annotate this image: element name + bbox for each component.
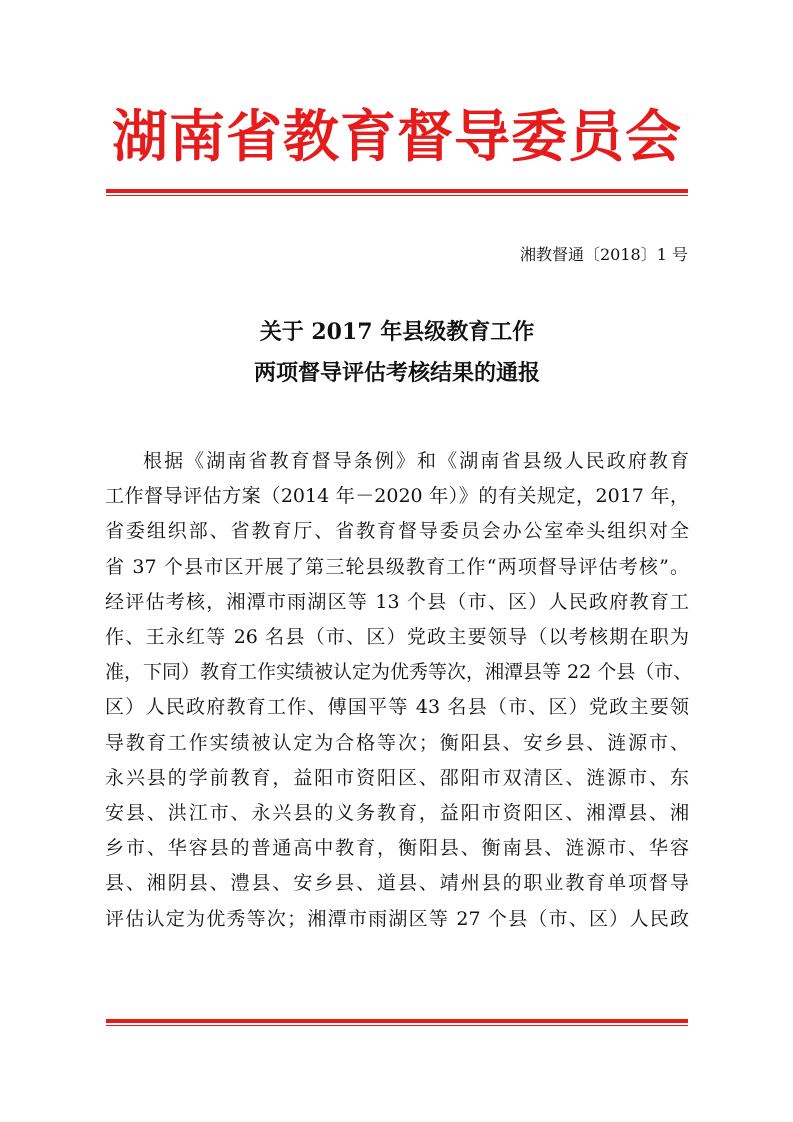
body-line: 安县、洪江市、永兴县的义务教育，益阳市资阳区、湘潭县、湘 — [105, 802, 689, 825]
body-line: 县、湘阴县、澧县、安乡县、道县、靖州县的职业教育单项督导 — [105, 872, 689, 895]
footer-divider — [106, 1019, 688, 1026]
body-line: 准，下同）教育工作实绩被认定为优秀等次，湘潭县等 22 个县（市、 — [105, 661, 693, 684]
body-line: 经评估考核，湘潭市雨湖区等 13 个县（市、区）人民政府教育工 — [105, 590, 689, 613]
body-line: 区）人民政府教育工作、傅国平等 43 名县（市、区）党政主要领 — [105, 696, 689, 719]
body-line: 工作督导评估方案（2014 年－2020 年）》的有关规定，2017 年， — [105, 485, 689, 508]
header-divider — [106, 189, 688, 196]
document-number: 湘教督通〔2018〕1 号 — [520, 245, 688, 264]
body-line: 永兴县的学前教育，益阳市资阳区、邵阳市双清区、涟源市、东 — [105, 766, 689, 789]
body-line: 省 37 个县市区开展了第三轮县级教育工作“两项督导评估考核”。 — [105, 555, 689, 578]
body-line: 导教育工作实绩被认定为合格等次；衡阳县、安乡县、涟源市、 — [105, 731, 689, 754]
document-title-line-1: 关于 2017 年县级教育工作 — [259, 319, 535, 345]
body-line: 根据《湖南省教育督导条例》和《湖南省县级人民政府教育 — [143, 450, 689, 472]
masthead-title: 湖南省教育督导委员会 — [112, 105, 682, 170]
body-line: 省委组织部、省教育厅、省教育督导委员会办公室牵头组织对全 — [105, 520, 689, 543]
document-title-line-2: 两项督导评估考核结果的通报 — [253, 360, 540, 386]
body-line: 作、王永红等 26 名县（市、区）党政主要领导（以考核期在职为 — [105, 626, 689, 649]
body-line: 乡市、华容县的普通高中教育，衡阳县、衡南县、涟源市、华容 — [105, 837, 689, 860]
body-text — [105, 444, 693, 937]
document-title — [105, 312, 689, 394]
body-line: 评估认定为优秀等次；湘潭市雨湖区等 27 个县（市、区）人民政 — [105, 907, 689, 930]
